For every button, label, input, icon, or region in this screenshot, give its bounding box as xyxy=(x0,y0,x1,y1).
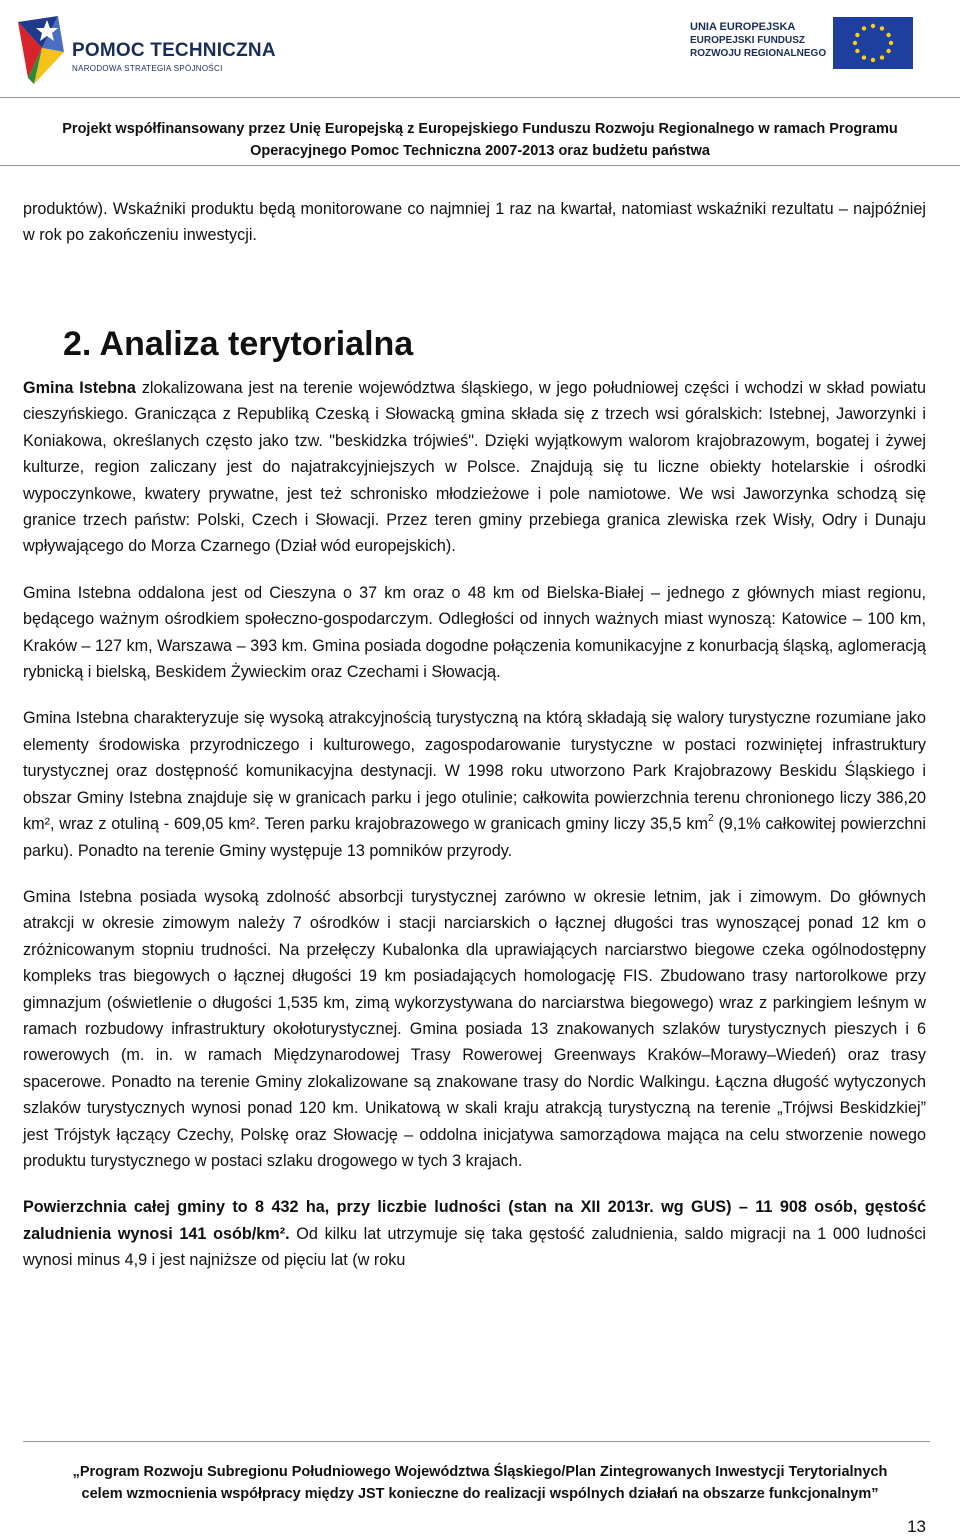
intro-block xyxy=(23,196,926,249)
footer-line2: celem wzmocnienia współpracy między JST konieczne do realizacji wspólnych działań na obszarze funkcjonalnym” xyxy=(81,1486,879,1502)
paragraph-tourism xyxy=(23,705,926,863)
main-text xyxy=(23,375,926,1274)
logo-left-title: POMOC TECHNICZNA xyxy=(72,40,276,61)
logo-left-subtitle: NARODOWA STRATEGIA SPÓJNOŚCI xyxy=(72,64,223,73)
footer-program-title xyxy=(0,1461,960,1505)
paragraph-location-lead: Gmina Istebna xyxy=(23,379,136,397)
header-divider-top xyxy=(0,97,960,98)
eu-flag-icon xyxy=(833,17,913,69)
paragraph-distances: Gmina Istebna oddalona jest od Cieszyna o 37 km oraz o 48 km od Bielska-Białej – jednego z głównych miast regionu, będącego ważnym ośrodkiem społeczno-gospodarczym. Odległości od innych ważnych miast wynoszą: Katowice – 100 km, Kraków – 127 km, Warszawa – 393 km. Gmina posiada dogodne połączenia komunikacyjne z konurbacją śląską, aglomeracją rybnicką i bielską, Beskidem Żywieckim oraz Czechami i Słowacją. xyxy=(23,583,926,682)
eu-logo-line3: ROZWOJU REGIONALNEGO xyxy=(690,48,827,59)
paragraph-location-text: zlokalizowana jest na terenie województwa śląskiego, w jego południowej części i wchodzi w skład powiatu cieszyńskiego. Granicząca z Republiką Czeską i Słowacką gmina składa się z trzech wsi góralskich: Istebnej, Jaworzynki i Koniakowa, określanych często jako tzw. "beskidzka trójwieś". Dzięki wyjątkowym walorom krajobrazowym, bogatej i żywej kulturze, region zaliczany jest do najatrakcyjniejszych w Polsce. Znajdują się tu liczne obiekty hotelarskie i ośrodki wypoczynkowe, kwatery prywatne, jest też schronisko młodzieżowe i pole namiotowe. We wsi Jaworzynka schodzą się granice trzech państw: Polski, Czech i Słowacji. Przez teren gminy przebiega granica zlewiska rzek Wisły, Odry i Dunaju wpływającego do Morza Czarnego (Dział wód europejskich). xyxy=(23,379,926,556)
eu-logo xyxy=(690,14,915,74)
paragraph-attractions: Gmina Istebna posiada wysoką zdolność absorbcji turystycznej zarówno w okresie letnim, jak i zimowym. Do głównych atrakcji w okresie zimowym należy 7 ośrodków i stacji narciarskich o łącznej długości tras wynoszącej ponad 12 km o zróżnicowanym stopniu trudności. Na przełęczy Kubalonka dla uprawiających narciarstwo biegowe czeka ogólnodostępny kompleks tras biegowych o łącznej długości 19 km posiadających homologację FIS. Zbudowano trasy nartorolkowe przy gimnazjum (oświetlenie o długości 1,535 km, zimą wykorzystywana do narciarstwa biegowego) wraz z parkingiem leśnym w ramach rozbudowy infrastruktury okołoturystycznej. Gmina posiada 13 znakowanych szlaków turystycznych pieszych i 6 rowerowych (m. in. w ramach Międzynarodowej Trasy Rowerowej Greenways Kraków–Morawy–Wiedeń) oraz trasy spacerowe. Ponadto na terenie Gminy zlokalizowane są znakowane trasy do Nordic Walkingu. Łączna długość wytyczonych szlaków turystycznych wynosi ponad 120 km. Unikatową w skali kraju atrakcją turystyczną na terenie „Trójwsi Beskidzkiej” jest Trójstyk łączący Czechy, Polskę oraz Słowację – oddolna inicjatywa samorządowa mająca na celu stworzenie nowego produktu turystycznego w postaci szlaku drogowego w tych 3 krajach. xyxy=(23,887,926,1170)
header-project-note xyxy=(0,118,960,162)
paragraph-population-bold: Powierzchnia całej gminy to 8 432 ha, przy liczbie ludności (stan na XII 2013r. wg GUS) – 11 908 osób, gęstość zaludnienia wynosi 141 osób/km². xyxy=(23,1198,926,1243)
superscript-2: 2 xyxy=(707,813,714,825)
header-divider-bottom xyxy=(0,165,960,166)
header-line1: Projekt współfinansowany przez Unię Europejską z Europejskiego Funduszu Rozwoju Regionalnego w ramach Programu xyxy=(62,121,898,137)
pomoc-techniczna-logo xyxy=(14,14,276,86)
paragraph-population xyxy=(23,1194,926,1273)
eu-logo-line2: EUROPEJSKI FUNDUSZ xyxy=(690,35,806,46)
header-line2: Operacyjnego Pomoc Techniczna 2007-2013 oraz budżetu państwa xyxy=(250,143,710,159)
section-heading: 2. Analiza terytorialna xyxy=(63,325,414,363)
page-number: 13 xyxy=(907,1517,926,1536)
paragraph-location xyxy=(23,375,926,560)
footer-line1: „Program Rozwoju Subregionu Południowego Województwa Śląskiego/Plan Zintegrowanych Inwestycji Terytorialnych xyxy=(72,1464,888,1480)
pomoc-techniczna-emblem-icon xyxy=(14,14,70,86)
paragraph-tourism-text-a: Gmina Istebna charakteryzuje się wysoką atrakcyjnością turystyczną na którą składają się walory turystyczne rozumiane jako elementy środowiska przyrodniczego i kulturowego, zagospodarowanie turystyczne w postaci rozwiniętej infrastruktury turystycznej oraz dostępność komunikacyjna destynacji. W 1998 roku utworzono Park Krajobrazowy Beskidu Śląskiego i obszar Gminy Istebna znajduje się w granicach parku i jego otulinie; całkowita powierzchnia terenu chronionego liczy 386,20 km², wraz z otuliną - 609,05 km². Teren parku krajobrazowego w granicach gminy liczy 35,5 km xyxy=(23,709,926,834)
intro-paragraph: produktów). Wskaźniki produktu będą monitorowane co najmniej 1 raz na kwartał, natomiast wskaźniki rezultatu – najpóźniej w rok po zakończeniu inwestycji. xyxy=(23,200,926,245)
paragraph-population-text: Od kilku lat utrzymuje się taka gęstość zaludnienia, saldo migracji na 1 000 ludności wynosi minus 4,9 i jest najniższe od pięciu lat (w roku xyxy=(23,1224,927,1270)
eu-logo-line1: UNIA EUROPEJSKA xyxy=(690,21,796,33)
footer-divider xyxy=(23,1441,930,1442)
paragraph-tourism-text-b: (9,1% całkowitej powierzchni parku). Ponadto na terenie Gminy występuje 13 pomników przyrody. xyxy=(23,815,926,860)
